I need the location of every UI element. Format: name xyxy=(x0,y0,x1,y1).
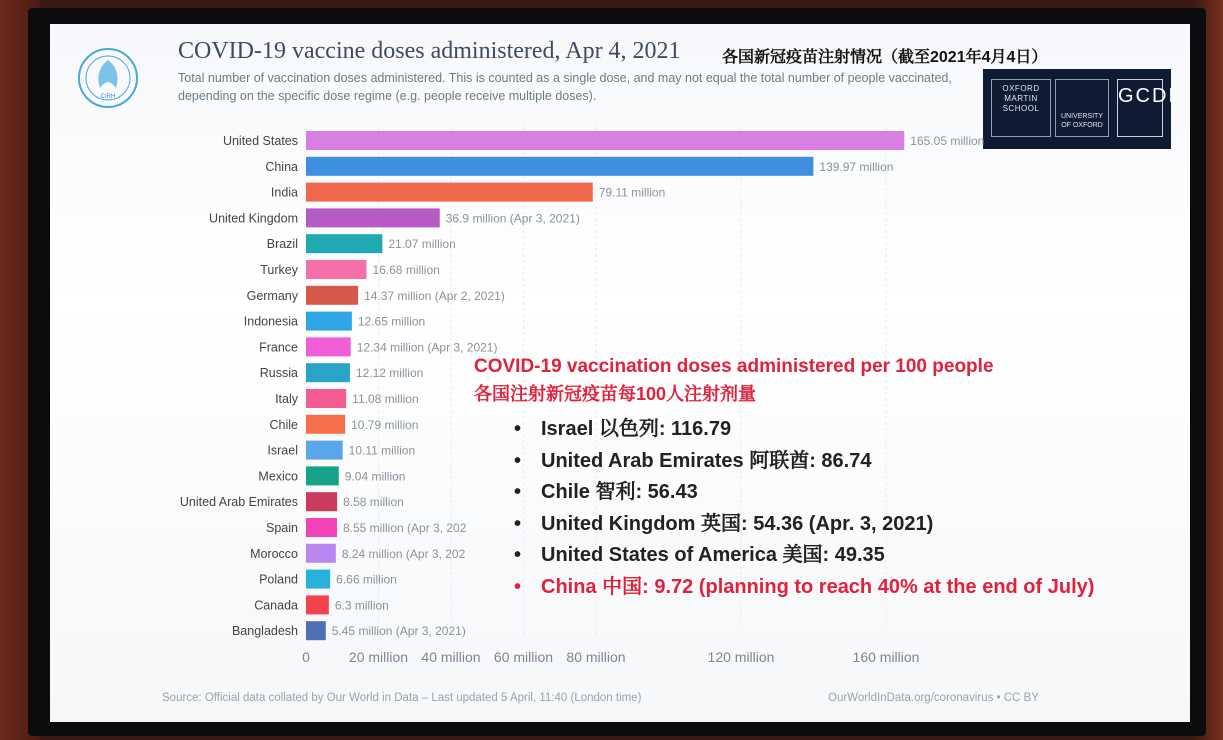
category-label: Russia xyxy=(259,366,298,381)
annotation-item: • United States of America 美国: 49.35 xyxy=(514,540,1174,572)
x-tick-label: 160 million xyxy=(852,649,920,665)
bullet-icon: • xyxy=(514,575,522,598)
annotation-item: • Chile 智利: 56.43 xyxy=(514,477,1174,509)
bar xyxy=(306,441,343,460)
bar xyxy=(306,492,337,511)
gcdl-logo: GCDL xyxy=(1117,79,1163,137)
bar xyxy=(306,389,346,408)
bar xyxy=(306,544,336,563)
bullet-icon: • xyxy=(514,449,522,472)
category-label: Chile xyxy=(269,417,298,432)
bar xyxy=(306,415,345,434)
source-note: Source: Official data collated by Our World in Data – Last updated 5 April, 11:40 (London time) xyxy=(162,692,642,704)
data-label: 8.55 million (Apr 3, 202 xyxy=(342,521,467,535)
bullet-icon: • xyxy=(514,481,522,504)
oxford-martin-logo: OXFORD MARTIN SCHOOL xyxy=(991,79,1051,137)
x-tick-label: 40 million xyxy=(421,649,481,665)
annotation-item-highlight: • China 中国: 9.72 (planning to reach 40% at the end of July) xyxy=(514,572,1174,604)
bar xyxy=(306,234,382,253)
category-label: Italy xyxy=(275,392,298,406)
bar xyxy=(306,157,813,176)
category-label: Mexico xyxy=(258,469,298,484)
category-label: United Arab Emirates xyxy=(179,495,298,510)
category-label: Indonesia xyxy=(243,314,298,329)
x-tick-label: 80 million xyxy=(566,649,626,665)
data-label: 165.05 million xyxy=(910,134,985,148)
bar xyxy=(306,363,350,382)
bullet-icon: • xyxy=(514,418,522,440)
category-label: France xyxy=(259,340,298,355)
category-label: United States xyxy=(222,134,298,148)
category-label: United Kingdom xyxy=(209,211,298,226)
per-100-annotation xyxy=(474,356,1174,604)
bar xyxy=(306,312,352,331)
category-label: Spain xyxy=(266,521,298,535)
svg-text:CIRH: CIRH xyxy=(100,94,116,100)
owid-url: OurWorldInData.org/coronavirus • CC BY xyxy=(828,692,1039,704)
category-label: Israel xyxy=(267,443,298,458)
category-label: Morocco xyxy=(250,546,298,561)
bar xyxy=(306,570,330,589)
annotation-list xyxy=(474,414,1174,604)
x-tick-label: 20 million xyxy=(348,649,409,665)
data-label: 5.45 million (Apr 3, 2021) xyxy=(331,624,466,639)
bullet-icon: • xyxy=(514,544,522,567)
slide xyxy=(50,24,1190,722)
bar xyxy=(306,208,440,227)
data-label: 9.04 million xyxy=(344,469,406,484)
data-label: 10.79 million xyxy=(351,417,419,432)
bar xyxy=(306,595,329,614)
data-label: 21.07 million xyxy=(388,237,456,252)
data-label: 139.97 million xyxy=(819,159,894,174)
bar xyxy=(306,518,337,537)
chart-subtitle: Total number of vaccination doses administered. This is counted as a single dose, and may not equal the total number of people vaccinated, depending on the specific dose regime (e.g. people receive multiple doses). xyxy=(178,71,952,103)
bar xyxy=(306,466,339,485)
data-label: 12.12 million xyxy=(355,366,424,381)
x-tick-label: 60 million xyxy=(493,649,554,665)
category-label: Poland xyxy=(259,572,298,587)
bar xyxy=(306,131,904,150)
data-label: 8.24 million (Apr 3, 202 xyxy=(341,546,466,561)
university-of-oxford-logo: UNIVERSITY OF OXFORD xyxy=(1055,79,1109,137)
category-label: India xyxy=(270,185,298,200)
chart-title: COVID-19 vaccine doses administered, Apr 4, 2021 xyxy=(178,38,681,64)
data-label: 16.68 million xyxy=(372,263,440,277)
bar xyxy=(306,286,358,305)
category-label: China xyxy=(265,159,298,174)
category-label: Bangladesh xyxy=(231,624,298,639)
data-label: 10.11 million xyxy=(348,443,416,458)
data-label: 12.34 million (Apr 3, 2021) xyxy=(356,340,498,355)
bar xyxy=(306,260,366,279)
category-label: Germany xyxy=(246,288,298,303)
data-label: 8.58 million xyxy=(343,495,404,510)
annotation-title: COVID-19 vaccination doses administered per 100 people xyxy=(474,356,994,377)
data-label: 6.3 million xyxy=(334,598,389,613)
annotation-item: • United Kingdom 英国: 54.36 (Apr. 3, 2021) xyxy=(514,509,1174,541)
bullet-icon: • xyxy=(514,512,522,535)
data-label: 79.11 million xyxy=(598,185,666,200)
category-label: Turkey xyxy=(260,263,298,277)
data-label: 11.08 million xyxy=(352,392,419,406)
category-label: Canada xyxy=(254,598,298,613)
data-label: 14.37 million (Apr 2, 2021) xyxy=(364,288,505,303)
data-label: 36.9 million (Apr 3, 2021) xyxy=(445,211,580,226)
chart-title-cn: 各国新冠疫苗注射情况（截至2021年4月4日） xyxy=(722,49,1048,66)
data-label: 6.66 million xyxy=(336,572,397,587)
bar xyxy=(306,337,351,356)
bar xyxy=(306,183,593,202)
category-label: Brazil xyxy=(266,237,298,252)
annotation-title-cn: 各国注射新冠疫苗每100人注射剂量 xyxy=(474,384,757,404)
annotation-item: • United Arab Emirates 阿联酋: 86.74 xyxy=(514,446,1174,478)
x-tick-label: 0 xyxy=(302,649,310,665)
x-tick-label: 120 million xyxy=(707,649,775,665)
data-label: 12.65 million xyxy=(357,314,426,329)
bar xyxy=(306,621,326,640)
annotation-item: • Israel 以色列: 116.79 xyxy=(514,414,1174,446)
